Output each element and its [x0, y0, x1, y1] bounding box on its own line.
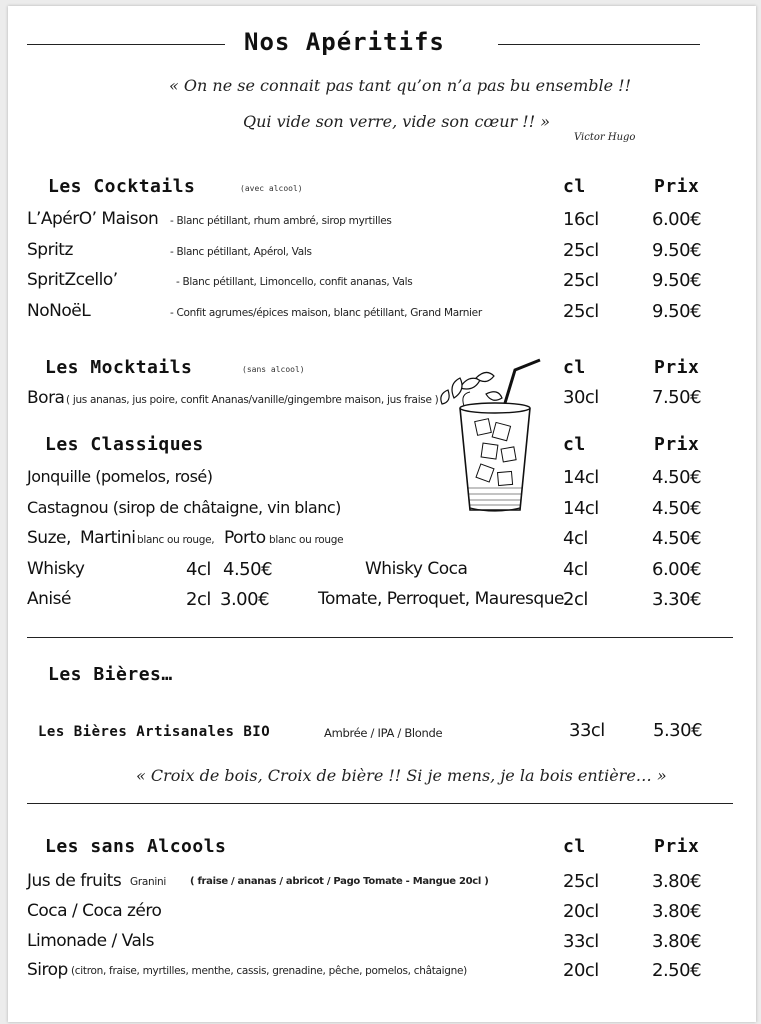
tomate-label: Tomate, Perroquet, Mauresque [318, 589, 564, 609]
biere-price: 5.30€ [653, 720, 703, 741]
sans-alcool-price: 2.50€ [652, 960, 702, 981]
quote-line-2: Qui vide son verre, vide son cœur !! » [243, 112, 550, 131]
whisky-label: Whisky [27, 559, 85, 579]
cocktail-desc: - Blanc pétillant, Apérol, Vals [170, 246, 312, 258]
sans-alcool-cl: 20cl [563, 960, 599, 981]
cocktail-desc: - Blanc pétillant, Limoncello, confit ananas, Vals [176, 276, 413, 288]
mocktail-cl: 30cl [563, 387, 599, 408]
cocktail-cl: 16cl [563, 209, 599, 230]
cocktails-price-header: Prix [654, 176, 700, 197]
page-title: Nos Apéritifs [244, 28, 445, 56]
sans-alcool-desc: ( fraise / ananas / abricot / Pago Tomate - Mangue 20cl ) [190, 876, 489, 887]
cocktail-desc: - Blanc pétillant, rhum ambré, sirop myrtilles [170, 215, 392, 227]
bieres-quote: « Croix de bois, Croix de bière !! Si je mens, je la bois entière… » [136, 766, 667, 785]
anise-label: Anisé [27, 589, 71, 609]
sans-alcool-price: 3.80€ [652, 901, 702, 922]
cocktail-cl: 25cl [563, 270, 599, 291]
divider [27, 803, 733, 804]
mocktails-cl-header: cl [563, 357, 586, 378]
cocktail-name: Spritz [27, 240, 73, 260]
sans-alcool-brand: Granini [130, 876, 166, 888]
mocktails-title: Les Mocktails [45, 357, 193, 378]
mocktail-desc: ( jus ananas, jus poire, confit Ananas/vanille/gingembre maison, jus fraise ) [66, 394, 439, 406]
classiques-cl-header: cl [563, 434, 586, 455]
anise-cl: 2cl [186, 589, 211, 610]
mocktail-name: Bora [27, 388, 65, 408]
whisky-coca-price: 6.00€ [652, 559, 702, 580]
cocktail-name: SpritZcello’ [27, 270, 118, 290]
anise-price: 3.00€ [220, 589, 270, 610]
classique-price: 4.50€ [652, 467, 702, 488]
biere-name: Les Bières Artisanales BIO [38, 724, 271, 740]
sans-alcool-cl: 33cl [563, 931, 599, 952]
sans-alcool-desc: (citron, fraise, myrtilles, menthe, cassis, grenadine, pêche, pomelos, châtaigne) [71, 965, 467, 977]
cocktail-glass-illustration [432, 348, 548, 516]
whisky-coca-label: Whisky Coca [365, 559, 468, 579]
cocktail-name: L’ApérO’ Maison [27, 209, 159, 229]
classique-cl: 14cl [563, 498, 599, 519]
cocktail-desc: - Confit agrumes/épices maison, blanc pétillant, Grand Marnier [170, 307, 482, 319]
sans-alcool-price: 3.80€ [652, 931, 702, 952]
classique-cl: 4cl [563, 528, 588, 549]
porto-note: blanc ou rouge [269, 534, 344, 546]
sans-alcools-cl-header: cl [563, 836, 586, 857]
classiques-price-header: Prix [654, 434, 700, 455]
sans-alcool-cl: 25cl [563, 871, 599, 892]
cocktail-price: 9.50€ [652, 301, 702, 322]
sans-alcool-cl: 20cl [563, 901, 599, 922]
cocktail-price: 9.50€ [652, 240, 702, 261]
tomate-price: 3.30€ [652, 589, 702, 610]
classique-price: 4.50€ [652, 498, 702, 519]
suze-label: Suze, [27, 528, 71, 548]
sans-alcools-price-header: Prix [654, 836, 700, 857]
cocktails-title: Les Cocktails [48, 176, 196, 197]
cocktail-cl: 25cl [563, 240, 599, 261]
martini-note: blanc ou rouge, [137, 534, 215, 546]
classique-price: 4.50€ [652, 528, 702, 549]
quote-line-1: « On ne se connait pas tant qu’on n’a pas bu ensemble !! [169, 76, 632, 95]
biere-cl: 33cl [569, 720, 605, 741]
cocktails-cl-header: cl [563, 176, 586, 197]
mocktail-price: 7.50€ [652, 387, 702, 408]
biere-types: Ambrée / IPA / Blonde [324, 726, 443, 740]
quote-author: Victor Hugo [574, 132, 636, 143]
sans-alcool-name: Coca / Coca zéro [27, 901, 162, 921]
divider [27, 637, 733, 638]
sans-alcools-title: Les sans Alcools [45, 836, 227, 857]
cocktail-price: 9.50€ [652, 270, 702, 291]
title-rule-right [498, 44, 700, 45]
classiques-title: Les Classiques [45, 434, 204, 455]
classique-cl: 14cl [563, 467, 599, 488]
tomate-cl: 2cl [563, 589, 588, 610]
whisky-coca-cl: 4cl [563, 559, 588, 580]
title-rule-left [27, 44, 225, 45]
menu-page [8, 6, 756, 1022]
cocktails-note: (avec alcool) [240, 184, 303, 193]
bieres-title: Les Bières… [48, 664, 173, 685]
porto-label: Porto [224, 528, 266, 548]
mocktails-note: (sans alcool) [242, 365, 305, 374]
classique-name: Jonquille (pomelos, rosé) [27, 467, 213, 486]
sans-alcool-price: 3.80€ [652, 871, 702, 892]
cocktail-name: NoNoëL [27, 301, 91, 321]
classique-name: Castagnou (sirop de châtaigne, vin blanc) [27, 498, 341, 517]
cocktail-cl: 25cl [563, 301, 599, 322]
martini-label: Martini [80, 528, 136, 548]
cocktail-price: 6.00€ [652, 209, 702, 230]
sans-alcool-name: Jus de fruits [27, 871, 122, 891]
sans-alcool-name: Sirop [27, 960, 68, 980]
whisky-price: 4.50€ [223, 559, 273, 580]
mocktails-price-header: Prix [654, 357, 700, 378]
sans-alcool-name: Limonade / Vals [27, 931, 154, 951]
whisky-cl: 4cl [186, 559, 211, 580]
